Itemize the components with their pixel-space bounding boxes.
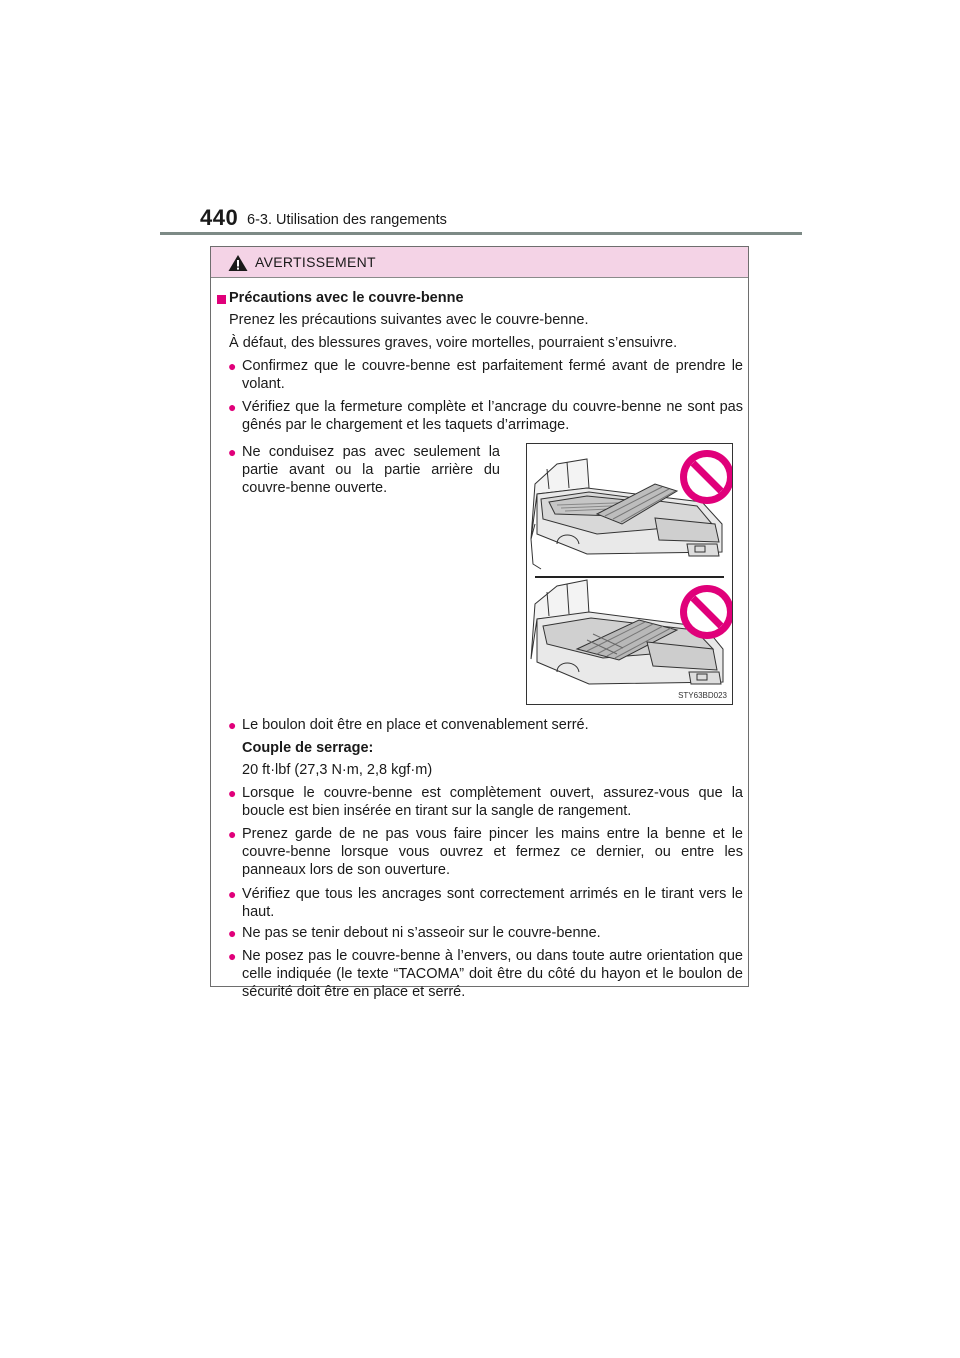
bullet-item: Ne posez pas le couvre-benne à l’envers, ou dans toute autre orientation que celle indiquée (le texte “TACOMA” doit être du côté du hayon et le boulon de sécurité doit être en place et serré. xyxy=(242,948,743,1000)
bullet-dot-icon: ● xyxy=(228,886,237,902)
bullet-dot-icon: ● xyxy=(228,444,237,460)
bullet-dot-icon: ● xyxy=(228,925,237,941)
bullet-item: Confirmez que le couvre-benne est parfaitement fermé avant de prendre le volant. xyxy=(242,358,743,392)
bullet-item: Ne pas se tenir debout ni s’asseoir sur le couvre-benne. xyxy=(242,925,601,941)
bullet-item: Prenez garde de ne pas vous faire pincer les mains entre la benne et le couvre-benne lorsque vous ouvrez et fermez ce dernier, ou entre les panneaux lors de son ouverture. xyxy=(242,826,743,878)
bullet-dot-icon: ● xyxy=(228,948,237,964)
intro-line-1: Prenez les précautions suivantes avec le couvre-benne. xyxy=(229,312,589,328)
truck-cover-figure xyxy=(526,443,733,705)
prohibition-icon xyxy=(680,450,732,504)
warning-header xyxy=(211,247,748,278)
bullet-item-figure-note: Ne conduisez pas avec seulement la partie avant ou la partie arrière du couvre-benne ouverte. xyxy=(242,444,500,496)
bullet-item: Le boulon doit être en place et convenablement serré. xyxy=(242,717,589,733)
bullet-dot-icon: ● xyxy=(228,358,237,374)
bullet-item: Lorsque le couvre-benne est complètement ouvert, assurez-vous que la boucle est bien insérée en tirant sur la sangle de rangement. xyxy=(242,785,743,819)
header-divider xyxy=(160,232,802,235)
warning-triangle-icon xyxy=(228,254,248,272)
truck-bed-illustration xyxy=(527,444,732,704)
square-bullet-icon xyxy=(217,295,226,304)
intro-line-2: À défaut, des blessures graves, voire mortelles, pourraient s’ensuivre. xyxy=(229,335,678,351)
bullet-dot-icon: ● xyxy=(228,399,237,415)
warning-box xyxy=(210,246,749,1000)
page-number: 440 xyxy=(200,205,239,230)
page-header xyxy=(200,205,800,235)
prohibition-icon xyxy=(680,585,732,639)
bullet-dot-icon: ● xyxy=(228,826,237,842)
warning-heading: Précautions avec le couvre-benne xyxy=(229,290,464,306)
torque-label: Couple de serrage: xyxy=(242,740,374,756)
section-title: 6-3. Utilisation des rangements xyxy=(247,212,447,228)
bullet-dot-icon: ● xyxy=(228,717,237,733)
torque-value: 20 ft·lbf (27,3 N·m, 2,8 kgf·m) xyxy=(242,762,433,778)
bullet-dot-icon: ● xyxy=(228,785,237,801)
figure-code: STY63BD023 xyxy=(678,691,727,700)
bullet-item: Vérifiez que tous les ancrages sont correctement arrimés en le tirant vers le haut. xyxy=(242,886,743,920)
bullet-item: Vérifiez que la fermeture complète et l’ancrage du couvre-benne ne sont pas gênés par le chargement et les taquets d’arrimage. xyxy=(242,399,743,433)
warning-title: AVERTISSEMENT xyxy=(255,254,376,270)
